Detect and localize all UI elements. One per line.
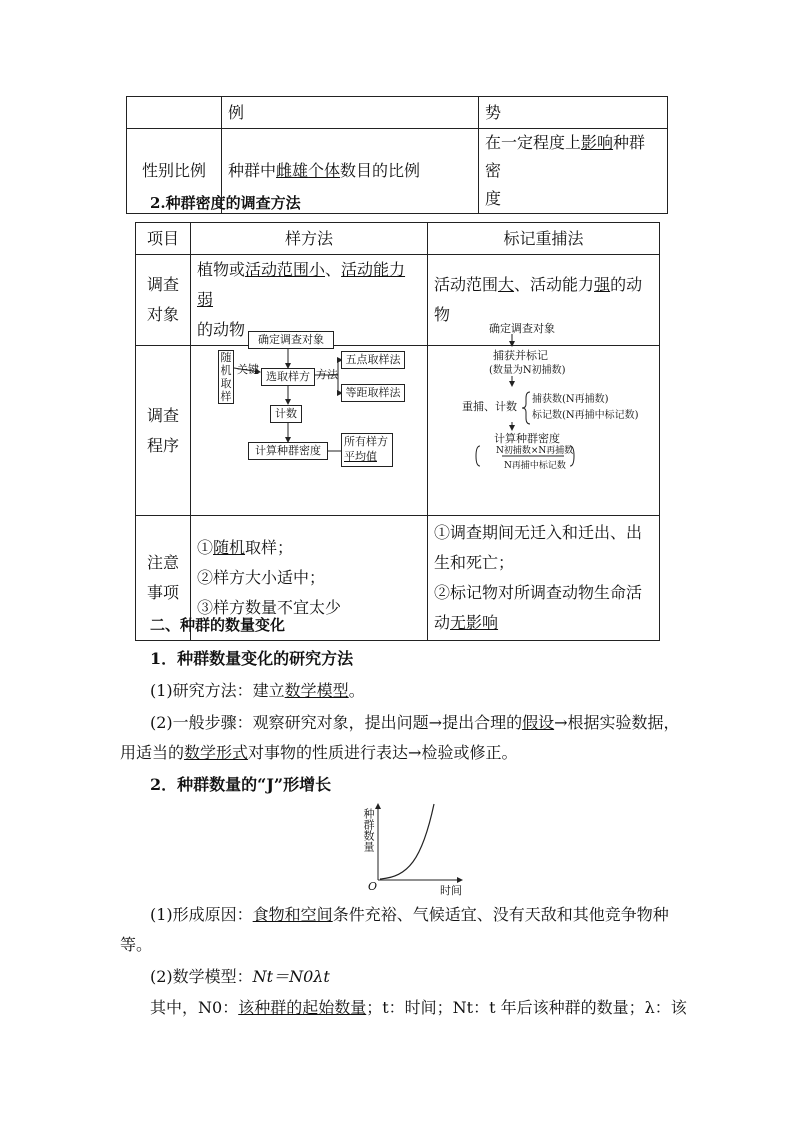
flow-method-label: 方法 xyxy=(316,368,338,381)
mark-flow-marked: 标记数(N再捕中标记数) xyxy=(532,410,639,421)
mark-flow-recapture: 重捕、计数 xyxy=(462,400,517,413)
flow-determine-target: 确定调查对象 xyxy=(248,331,334,349)
sex-ratio-definition: 种群中雌雄个体数目的比例 xyxy=(222,129,479,214)
subtitle-j-growth: 2．种群数量的“J”形增长 xyxy=(150,775,332,794)
flow-count: 计数 xyxy=(270,405,302,423)
row-label-sex-ratio: 性别比例 xyxy=(127,129,222,214)
sex-ratio-effect: 在一定程度上影响种群密 度 xyxy=(479,129,668,214)
flow-average: 所有样方 平均值 xyxy=(341,433,393,467)
paragraph-steps-line1: (2)一般步骤：观察研究对象，提出问题→提出合理的假设→根据实验数据， xyxy=(150,713,680,732)
section-title-population-change: 二、种群的数量变化 xyxy=(150,616,286,634)
paragraph-model: (2)数学模型：Nt＝N0λt xyxy=(150,967,330,986)
flow-key-label: 关键 xyxy=(237,363,259,376)
mark-flow-capture: 捕获并标记 xyxy=(493,349,548,362)
header-mark-recapture: 标记重捕法 xyxy=(428,223,660,255)
paragraph-research-method: (1)研究方法：建立数学模型。 xyxy=(150,681,365,700)
table-header-example: 例 xyxy=(222,97,479,129)
quadrat-notes: ①随机取样； ②样方大小适中； ③样方数量不宜太少 xyxy=(191,516,428,641)
quadrat-object: 植物或活动范围小、活动能力弱 的动物 xyxy=(191,255,428,346)
j-curve-line xyxy=(380,804,434,879)
chart-xlabel: 时间 xyxy=(440,884,462,897)
paragraph-causes-line1: (1)形成原因：食物和空间条件充裕、气候适宜、没有天敌和其他竞争物种 xyxy=(150,905,669,924)
flow-five-point: 五点取样法 xyxy=(341,351,405,369)
flow-random-sampling: 随机取样 xyxy=(218,350,234,404)
mark-flow-numerator: N初捕数×N再捕数 xyxy=(496,446,574,456)
table-cell-empty xyxy=(127,97,222,129)
mark-flow-denominator: N再捕中标记数 xyxy=(504,461,566,471)
row-label-notes: 注意 事项 xyxy=(136,516,191,641)
header-item: 项目 xyxy=(136,223,191,255)
subtitle-research-method: 1．种群数量变化的研究方法 xyxy=(150,649,354,668)
mark-flow-captured: 捕获数(N再捕数) xyxy=(532,394,609,405)
paragraph-steps-line2: 用适当的数学形式对事物的性质进行表达→检验或修正。 xyxy=(120,743,518,762)
flow-select-quadrat: 选取样方 xyxy=(261,368,315,386)
mark-object: 活动范围大、活动能力强的动 物 xyxy=(428,255,660,346)
paragraph-causes-line2: 等。 xyxy=(120,935,153,954)
header-quadrat-method: 样方法 xyxy=(191,223,428,255)
mark-flow-calc: 计算种群密度 xyxy=(494,432,560,445)
row-label-procedure: 调查 程序 xyxy=(136,346,191,516)
flow-equidistant: 等距取样法 xyxy=(341,384,405,402)
paragraph-where: 其中，N0：该种群的起始数量；t：时间；Nt：t 年后该种群的数量；λ：该 xyxy=(150,998,687,1017)
mark-notes: ①调查期间无迁入和迁出、出 生和死亡； ②标记物对所调查动物生命活 动无影响 xyxy=(428,516,660,641)
row-label-object: 调查 对象 xyxy=(136,255,191,346)
section-title-density-methods: 2.种群密度的调查方法 xyxy=(150,194,301,212)
mark-flow-count-note: (数量为N初捕数) xyxy=(489,365,566,376)
flow-calc-density: 计算种群密度 xyxy=(248,442,328,460)
table-header-trend: 势 xyxy=(479,97,668,129)
chart-origin: O xyxy=(368,880,378,893)
mark-flow-determine: 确定调查对象 xyxy=(489,322,555,335)
chart-ylabel: 种群数量 xyxy=(362,808,375,852)
